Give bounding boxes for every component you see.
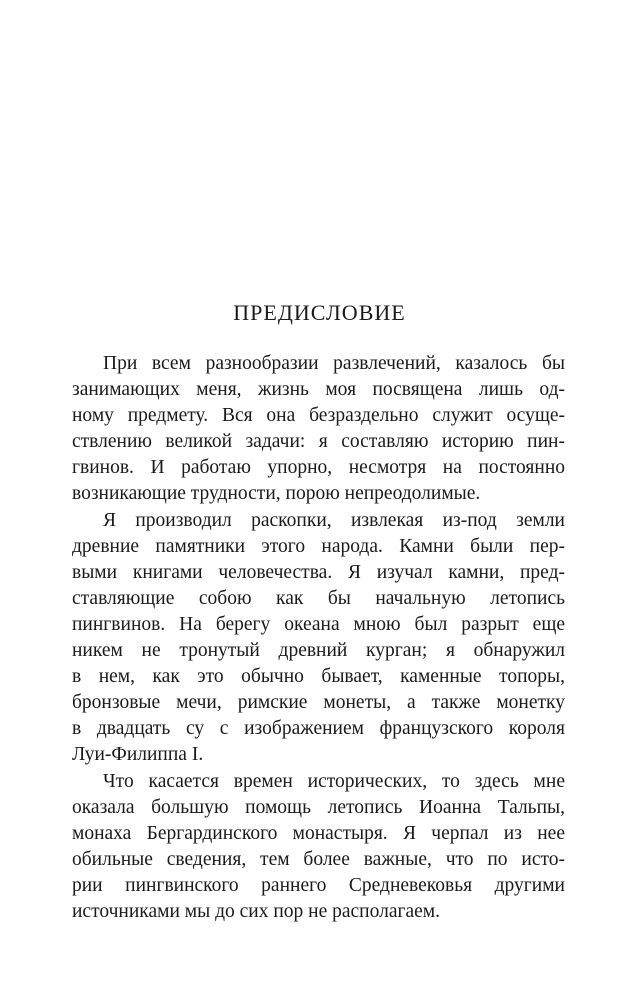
paragraph-2-line-10: Луи-Филиппа I.	[72, 744, 204, 765]
paragraph-1-line-1: При всем разнообразии развлечений, казалось бы	[103, 353, 565, 374]
paragraph-3-line-4: обильные сведения, тем более важные, что по исто-	[72, 849, 565, 870]
paragraph-2-line-5: пингвинов. На берегу океана мною был разрыт еще	[72, 614, 565, 635]
paragraph-1-line-3: ному предмету. Вся она безраздельно служит осуще-	[72, 405, 565, 426]
paragraph-3-line-2: оказала большую помощь летопись Иоанна Тальпы,	[72, 797, 565, 818]
paragraph-2-line-8: бронзовые мечи, римские монеты, а также монетку	[72, 692, 565, 713]
chapter-heading: ПРЕДИСЛОВИЕ	[233, 300, 406, 325]
paragraph-1-line-6: возникающие трудности, порою непреодолимые.	[72, 483, 481, 504]
paragraph-1-line-5: гвинов. И работаю упорно, несмотря на постоянно	[72, 457, 565, 478]
paragraph-3-line-6: источниками мы до сих пор не располагаем.	[72, 901, 441, 922]
paragraph-2-line-6: никем не тронутый древний курган; я обнаружил	[72, 640, 565, 661]
paragraph-1-line-2: занимающих меня, жизнь моя посвящена лишь од-	[72, 379, 565, 400]
paragraph-2-line-4: ставляющие собою как бы начальную летопись	[72, 588, 565, 609]
paragraph-3-line-5: рии пингвинского раннего Средневековья другими	[72, 875, 565, 896]
paragraph-2-line-2: древние памятники этого народа. Камни были пер-	[72, 536, 565, 557]
paragraph-2-line-3: выми книгами человечества. Я изучал камни, пред-	[72, 562, 565, 583]
paragraph-1-line-4: ствлению великой задачи: я составляю историю пин-	[72, 431, 565, 452]
paragraph-3-line-1: Что касается времен исторических, то здесь мне	[103, 771, 565, 792]
paragraph-3-line-3: монаха Бергардинского монастыря. Я черпал из нее	[72, 823, 565, 844]
paragraph-2-line-1: Я производил раскопки, извлекая из-под земли	[103, 510, 565, 531]
paragraph-2-line-7: в нем, как это обычно бывает, каменные топоры,	[72, 666, 565, 687]
paragraph-2-line-9: в двадцать су с изображением французского короля	[72, 718, 565, 739]
